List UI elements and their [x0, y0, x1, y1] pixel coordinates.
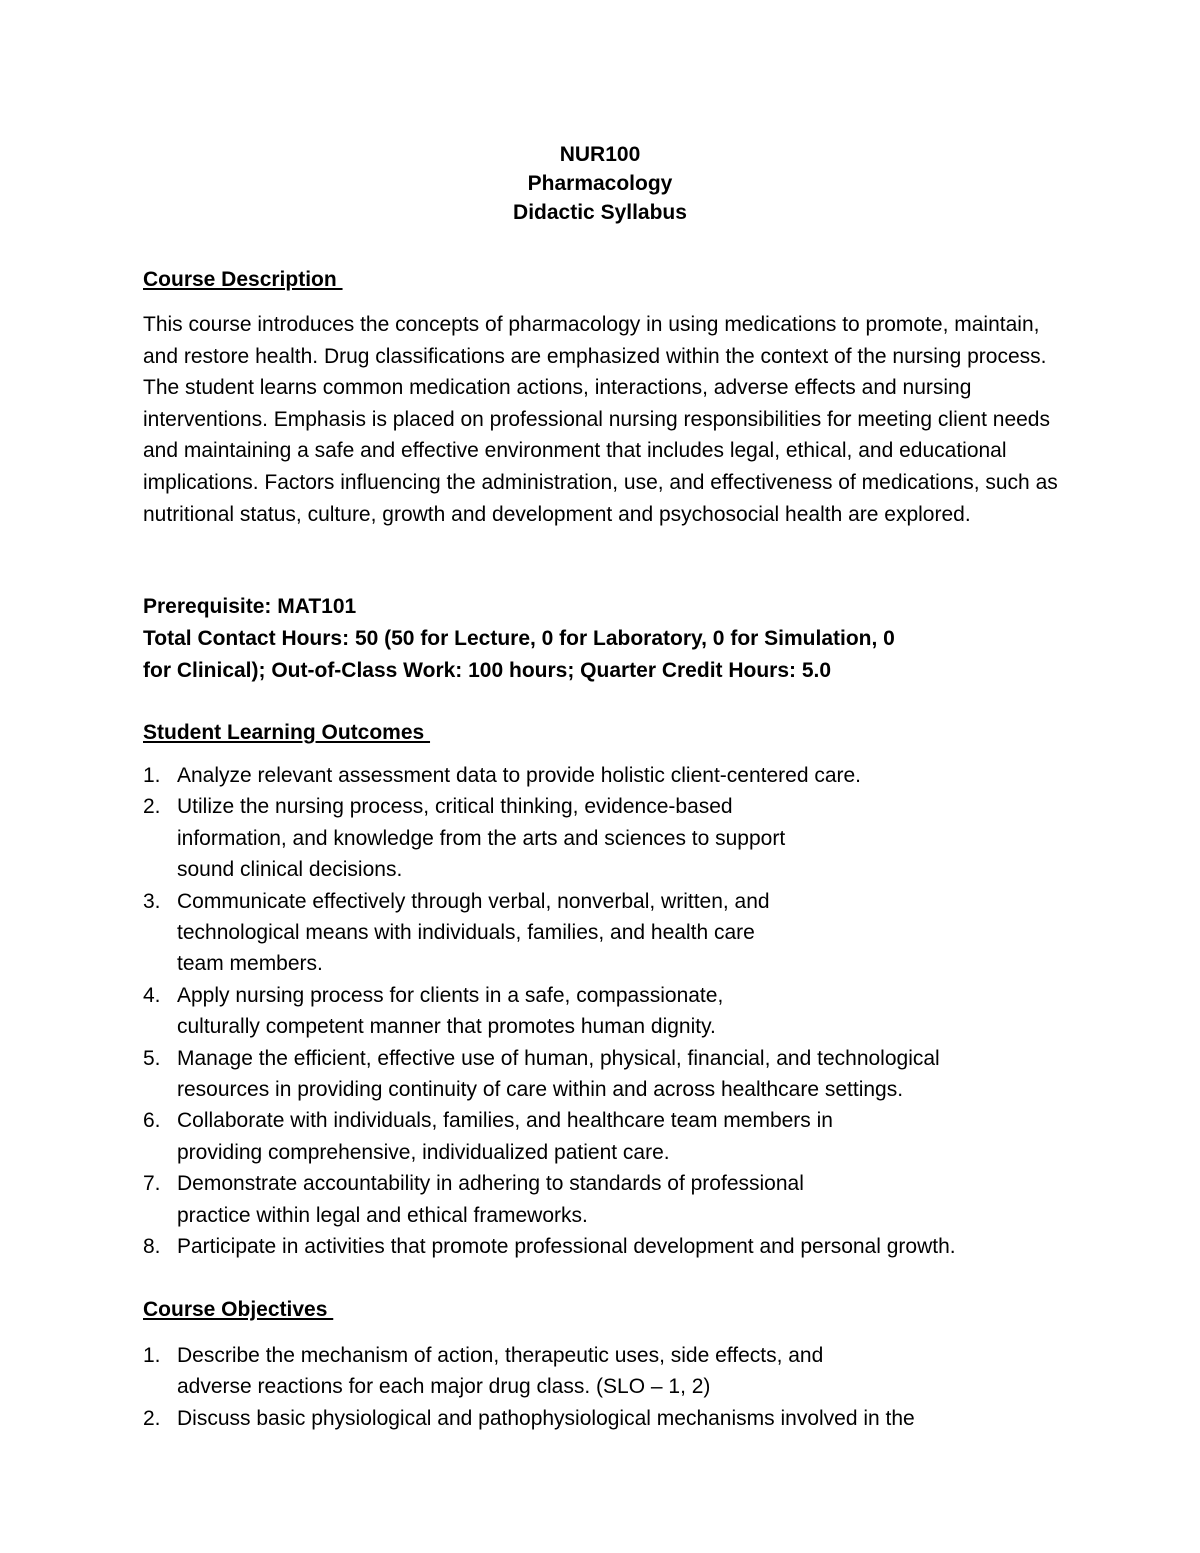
list-item-text: information, and knowledge from the arts and sciences to support — [177, 826, 786, 850]
learning-outcomes-heading: Student Learning Outcomes — [143, 721, 431, 744]
list-item-text: adverse reactions for each major drug class. (SLO – 1, 2) — [177, 1375, 711, 1399]
course-description-heading: Course Description — [143, 268, 343, 291]
course-name: Pharmacology — [527, 172, 673, 195]
list-number: 5. — [143, 1046, 161, 1070]
objective-item — [143, 1340, 1063, 1403]
list-item-text: Participate in activities that promote professional development and personal growth. — [177, 1235, 956, 1259]
course-objectives-heading: Course Objectives — [143, 1298, 334, 1321]
outcome-item — [143, 980, 1063, 1043]
list-item-text: technological means with individuals, families, and health care — [177, 921, 755, 945]
outcome-item — [143, 760, 1063, 791]
list-item-text: Describe the mechanism of action, therapeutic uses, side effects, and — [177, 1344, 824, 1367]
list-item-text: Utilize the nursing process, critical thinking, evidence-based — [177, 795, 733, 819]
syllabus-type: Didactic Syllabus — [513, 201, 687, 224]
learning-outcomes-list — [143, 760, 1063, 1263]
outcome-item — [143, 886, 1063, 980]
list-item-text: sound clinical decisions. — [177, 858, 403, 882]
list-number: 8. — [143, 1235, 161, 1259]
outcome-item — [143, 1043, 1063, 1106]
outcome-item — [143, 791, 1063, 885]
course-code: NUR100 — [559, 143, 641, 166]
hours-line-2: for Clinical); Out-of-Class Work: 100 hours; Quarter Credit Hours: 5.0 — [143, 659, 832, 682]
outcome-item — [143, 1231, 1063, 1262]
list-number: 1. — [143, 764, 161, 787]
prerequisite: Prerequisite: MAT101 — [143, 595, 357, 618]
list-number: 4. — [143, 983, 161, 1007]
list-item-text: culturally competent manner that promotes human dignity. — [177, 1015, 716, 1039]
list-number: 2. — [143, 1406, 161, 1430]
list-item-text: team members. — [177, 952, 323, 976]
course-description-text: This course introduces the concepts of pharmacology in using medications to promote, maintain, and restore health. Drug classifications are emphasized within the context of the nursing process. The student learns common medication actions, interactions, adverse effects and nursing interventions. Emphasis is placed on professional nursing responsibilities for meeting client needs and maintaining a safe and effective environment that includes legal, ethical, and educational implications. Factors influencing the administration, use, and effectiveness of medications, such as nutritional status, culture, growth and development and psychosocial health are explored. — [143, 313, 1058, 526]
outcome-item — [143, 1168, 1063, 1231]
list-item-text: Apply nursing process for clients in a safe, compassionate, — [177, 983, 724, 1007]
list-item-text: Analyze relevant assessment data to provide holistic client-centered care. — [177, 764, 862, 787]
hours-line-1: Total Contact Hours: 50 (50 for Lecture, 0 for Laboratory, 0 for Simulation, 0 — [143, 627, 895, 650]
outcome-item — [143, 1105, 1063, 1168]
list-item-text: Manage the efficient, effective use of human, physical, financial, and technological — [177, 1046, 940, 1070]
list-item-text: practice within legal and ethical frameworks. — [177, 1203, 588, 1227]
course-objectives-list — [143, 1340, 1063, 1434]
list-item-text: providing comprehensive, individualized patient care. — [177, 1140, 670, 1164]
document-title — [0, 140, 1200, 227]
list-number: 3. — [143, 889, 161, 913]
list-number: 2. — [143, 795, 161, 819]
objective-item — [143, 1403, 1063, 1434]
list-number: 1. — [143, 1344, 161, 1367]
list-item-text: Communicate effectively through verbal, nonverbal, written, and — [177, 889, 770, 913]
course-info — [143, 591, 1013, 687]
list-item-text: resources in providing continuity of care within and across healthcare settings. — [177, 1078, 904, 1102]
list-item-text: Demonstrate accountability in adhering to standards of professional — [177, 1172, 804, 1196]
list-number: 7. — [143, 1172, 161, 1196]
list-number: 6. — [143, 1109, 161, 1133]
list-item-text: Discuss basic physiological and pathophysiological mechanisms involved in the — [177, 1406, 915, 1430]
list-item-text: Collaborate with individuals, families, and healthcare team members in — [177, 1109, 833, 1133]
